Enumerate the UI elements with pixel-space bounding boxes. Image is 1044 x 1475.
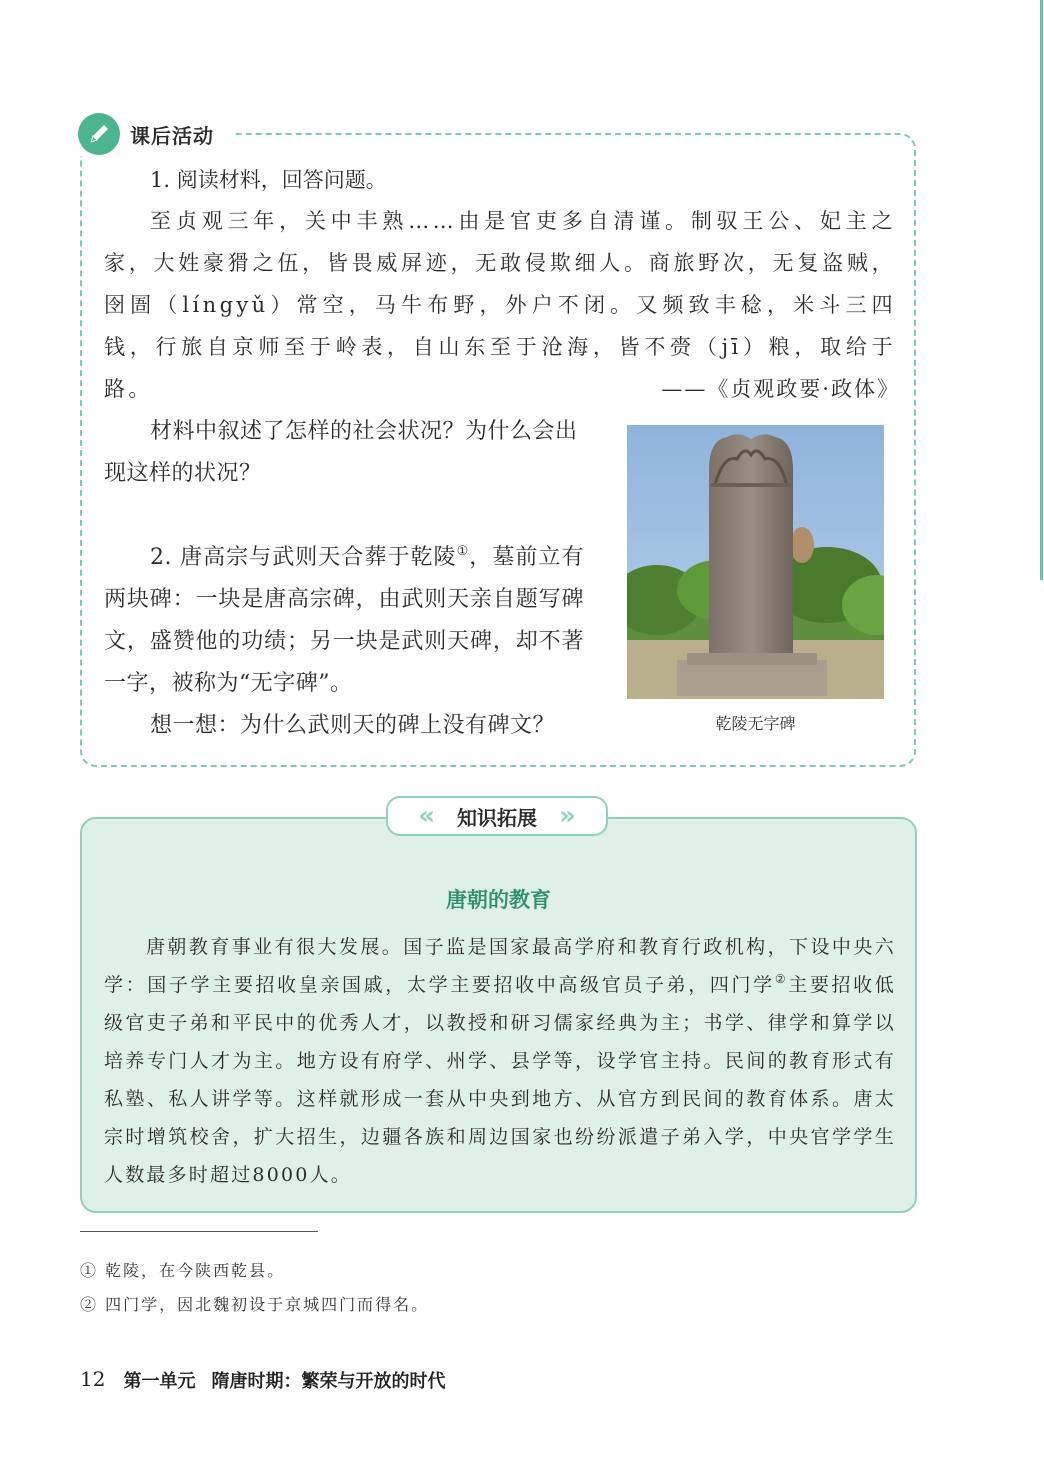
material-source: ——《贞观政要·政体》 <box>661 377 900 401</box>
unit-title: 隋唐时期：繁荣与开放的时代 <box>211 1371 446 1392</box>
page-edge-line <box>1040 0 1043 580</box>
footnote-marker-2: ② <box>774 972 789 986</box>
activity-title: 课后活动 <box>130 123 214 148</box>
think-question: 想一想：为什么武则天的碑上没有碑文？ <box>150 713 556 738</box>
unit-label: 第一单元 <box>123 1371 196 1392</box>
photo-caption: 乾陵无字碑 <box>715 714 796 733</box>
page-number: 12 <box>80 1367 106 1391</box>
knowledge-tab-title: 知识拓展 <box>457 805 537 830</box>
question-1-label: 1. 阅读材料，回答问题。 <box>150 168 387 192</box>
reading-material: 至贞观三年，关中丰熟……由是官吏多自清谨。制驭王公、妃主之家，大姓豪猾之伍，皆畏威屏迹，无敢侵欺细人。商旅野次，无复盗贼，囹圄（língyǔ）常空，马牛布野，外户不闭。又频致丰稔，米斗三四钱，行旅自京师至于岭表，自山东至于沧海，皆不赍（jī）粮，取给于路。 <box>104 209 896 401</box>
knowledge-heading: 唐朝的教育 <box>446 888 551 912</box>
activity-header <box>78 112 234 156</box>
question-2-text-end: ，墓前立有两块碑：一块是唐高宗碑，由武则天亲自题写碑文，盛赞他的功绩；另一块是武则天碑，却不著一字，被称为“无字碑”。 <box>104 545 584 696</box>
qianling-stele-photo <box>627 425 884 699</box>
knowledge-text-start: 唐朝教育事业有很大发展。国子监是国家最高学府和教育行政机构，下设中央六学：国子学主要招收皇亲国戚，太学主要招收中高级官员子弟，四门学 <box>104 936 896 996</box>
knowledge-tab <box>386 796 608 836</box>
question-2 <box>104 537 584 705</box>
footnote-divider <box>80 1231 318 1232</box>
page-footer <box>80 1367 445 1393</box>
knowledge-text-end: 主要招收低级官吏子弟和平民中的优秀人才，以教授和研习儒家经典为主；书学、律学和算学以培养专门人才为主。地方设有府学、州学、县学等，设学官主持。民间的教育形式有私塾、私人讲学等。这样就形成一套从中央到地方、从官方到民间的教育体系。唐太宗时增筑校舍，扩大招生，边疆各族和周边国家也纷纷派遣子弟入学，中央官学学生人数最多时超过8000人。 <box>104 974 896 1186</box>
question-2-text-start: 2. 唐高宗与武则天合葬于乾陵 <box>150 545 457 570</box>
knowledge-paragraph <box>104 928 896 1194</box>
double-chevron-left-icon: « <box>418 801 435 831</box>
footnote-marker-1: ① <box>456 544 470 559</box>
footnote-2: ② 四门学，因北魏初设于京城四门而得名。 <box>80 1295 430 1314</box>
pencil-icon <box>78 113 120 155</box>
question-1-prompt: 材料中叙述了怎样的社会状况？为什么会出现这样的状况？ <box>104 419 578 486</box>
double-chevron-right-icon: » <box>559 801 576 831</box>
footnote-1: ① 乾陵，在今陕西乾县。 <box>80 1261 286 1280</box>
